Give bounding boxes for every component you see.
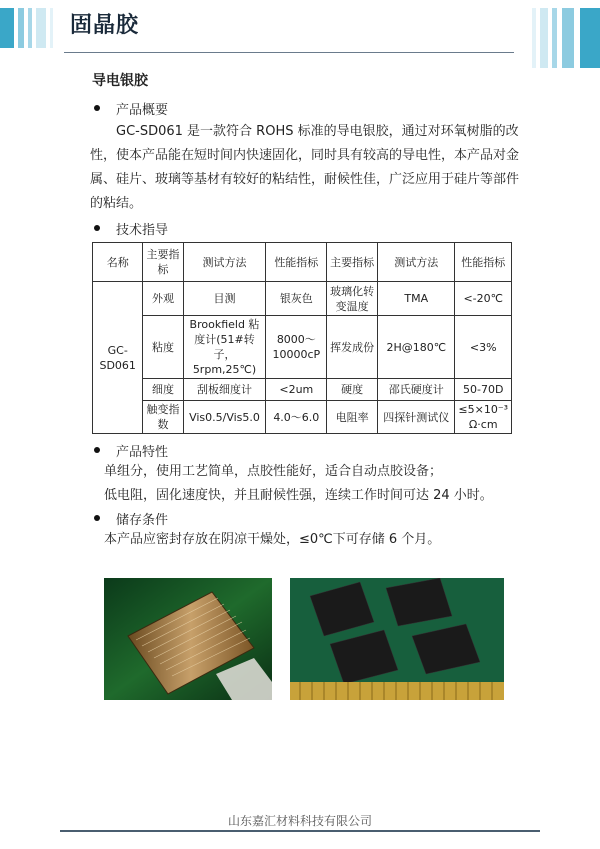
table-cell: 挥发成份: [327, 316, 378, 379]
table-header-cell: 测试方法: [378, 243, 455, 282]
table-header-cell: 名称: [93, 243, 143, 282]
table-cell: 目测: [183, 282, 266, 316]
features-heading-row: [90, 440, 520, 460]
footer-rule: [60, 830, 540, 832]
table-cell: TMA: [378, 282, 455, 316]
table-cell: 粘度: [143, 316, 183, 379]
table-cell: 银灰色: [266, 282, 327, 316]
bullet-icon: [94, 447, 100, 453]
header-title: 固晶胶: [70, 13, 140, 38]
table-cell: 触变指数: [143, 401, 183, 434]
table-cell: 硬度: [327, 379, 378, 401]
model-cell: GC-SD061: [93, 282, 143, 434]
table-header-cell: 主要指标: [327, 243, 378, 282]
table-header-row: [93, 243, 512, 282]
table-row: [93, 316, 512, 379]
chip-wafer-photo: [104, 578, 272, 700]
spec-table: [92, 242, 512, 434]
product-name: 导电银胶: [92, 73, 148, 89]
table-cell: 8000～10000cP: [266, 316, 327, 379]
document-body: [90, 70, 520, 552]
table-cell: 电阻率: [327, 401, 378, 434]
table-header-cell: 性能指标: [455, 243, 512, 282]
table-row: [93, 282, 512, 316]
table-cell: 细度: [143, 379, 183, 401]
header-stripes-right: [530, 8, 600, 68]
overview-heading-row: [90, 98, 520, 118]
table-cell: 50-70D: [455, 379, 512, 401]
table-cell: 2H@180℃: [378, 316, 455, 379]
tech-heading: 技术指导: [116, 222, 169, 238]
bullet-icon: [94, 105, 100, 111]
table-header-cell: 性能指标: [266, 243, 327, 282]
footer-company: 山东嘉汇材料科技有限公司: [227, 814, 372, 828]
table-cell: 邵氏硬度计: [378, 379, 455, 401]
table-cell: 4.0～6.0: [266, 401, 327, 434]
table-cell: <3%: [455, 316, 512, 379]
bullet-icon: [94, 515, 100, 521]
storage-heading: 储存条件: [116, 512, 169, 528]
table-header-cell: 测试方法: [183, 243, 266, 282]
table-cell: 外观: [143, 282, 183, 316]
overview-heading: 产品概要: [116, 102, 169, 118]
table-header-cell: 主要指标: [143, 243, 183, 282]
tech-heading-row: [90, 218, 520, 238]
table-cell: <-20℃: [455, 282, 512, 316]
table-cell: Vis0.5/Vis5.0: [183, 401, 266, 434]
memory-module-photo: [290, 578, 504, 700]
features-heading: 产品特性: [116, 444, 169, 460]
bullet-icon: [94, 225, 100, 231]
feature-line: 单组分，使用工艺简单，点胶性能好，适合自动点胶设备；: [104, 464, 443, 479]
feature-line: 低电阻，固化速度快，并且耐候性强，连续工作时间可达 24 小时。: [104, 488, 493, 503]
overview-text: GC-SD061 是一款符合 ROHS 标准的导电银胶，通过对环氧树脂的改性，使本产品能在短时间内快速固化，同时具有较高的导电性，本产品对金属、硅片、玻璃等基材有较好的粘结性，耐候性佳，广泛应用于硅片等部件的粘结。: [90, 124, 520, 211]
table-cell: Brookfield 粘度计(51#转子，5rpm,25℃): [183, 316, 266, 379]
table-cell: 四探针测试仪: [378, 401, 455, 434]
table-cell: ≤5×10⁻³ Ω·cm: [455, 401, 512, 434]
table-row: [93, 401, 512, 434]
storage-text: 本产品应密封存放在阴凉干燥处，≤0℃下可存储 6 个月。: [104, 532, 441, 547]
table-cell: 刮板细度计: [183, 379, 266, 401]
header-rule: [64, 52, 514, 53]
table-cell: <2um: [266, 379, 327, 401]
header-stripes-left: [0, 8, 60, 48]
storage-heading-row: [90, 508, 520, 528]
table-row: [93, 379, 512, 401]
table-cell: 玻璃化转变温度: [327, 282, 378, 316]
